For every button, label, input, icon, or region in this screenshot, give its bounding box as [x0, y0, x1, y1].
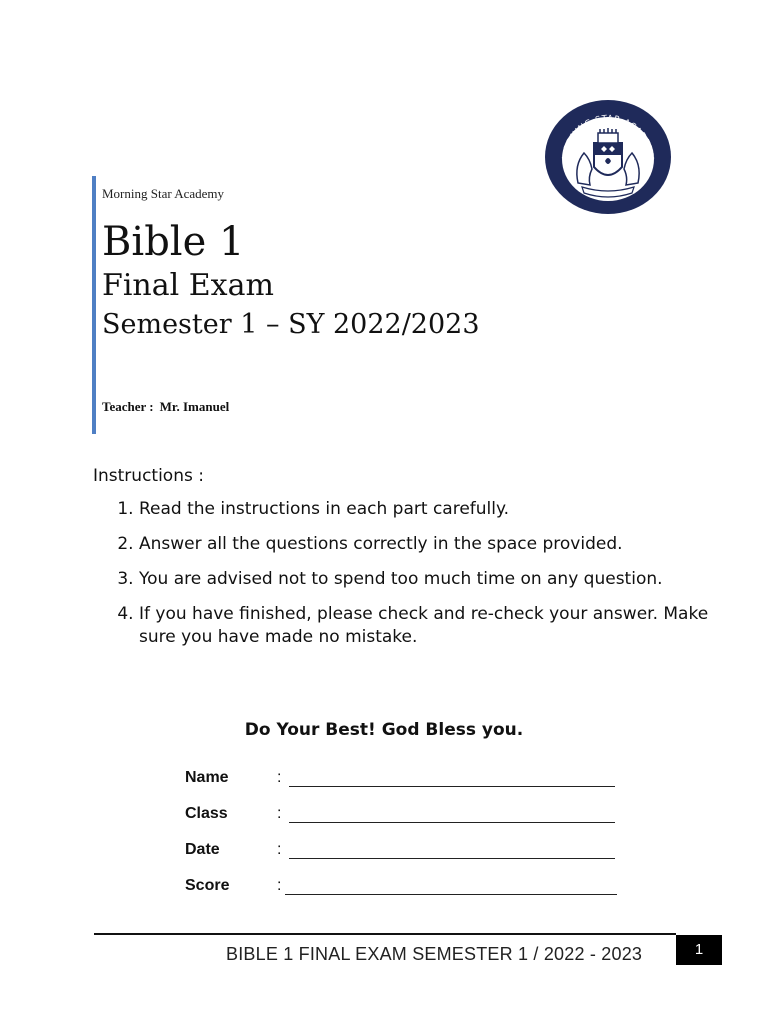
instructions-list [93, 498, 713, 649]
footer-title: BIBLE 1 FINAL EXAM SEMESTER 1 / 2022 - 2023 [226, 944, 643, 964]
seal-text: MORNING STAR ACADEMY [560, 113, 656, 161]
student-info-fields [185, 760, 617, 904]
instruction-text: If you have finished, please check and re-check your answer. Make sure you have made no mistake. [139, 604, 709, 647]
field-colon: : [277, 805, 282, 822]
class-blank-line[interactable] [289, 808, 615, 823]
field-colon: : [277, 841, 282, 858]
instructions-heading: Instructions : [93, 466, 204, 486]
teacher-line [102, 399, 229, 415]
field-row-score [185, 868, 617, 904]
instruction-text: Answer all the questions correctly in the space provided. [139, 534, 623, 554]
field-colon: : [277, 769, 282, 786]
page-number: 1 [676, 935, 722, 965]
document-subtitle: Final Exam [102, 268, 274, 303]
name-blank-line[interactable] [289, 772, 615, 787]
school-name: Morning Star Academy [102, 186, 225, 201]
field-colon: : [277, 877, 282, 894]
instruction-number: 4. [117, 604, 134, 624]
instruction-text: You are advised not to spend too much time on any question. [139, 569, 663, 589]
instruction-item [93, 603, 713, 649]
field-row-name [185, 760, 617, 796]
document-title: Bible 1 [102, 219, 245, 265]
field-row-class [185, 796, 617, 832]
instruction-number: 2. [117, 534, 134, 554]
field-label-class: Class [185, 805, 228, 822]
field-row-date [185, 832, 617, 868]
instruction-text: Read the instructions in each part carefully. [139, 499, 510, 519]
cover-accent-bar [92, 176, 96, 434]
teacher-name: Mr. Imanuel [159, 399, 230, 414]
field-label-name: Name [185, 769, 229, 786]
instruction-item [93, 568, 713, 591]
teacher-label: Teacher : [102, 399, 154, 414]
date-blank-line[interactable] [289, 844, 615, 859]
instruction-item [93, 498, 713, 521]
field-label-date: Date [185, 841, 220, 858]
instruction-number: 3. [117, 569, 134, 589]
document-semester: Semester 1 – SY 2022/2023 [102, 309, 480, 340]
instruction-item [93, 533, 713, 556]
score-blank-line[interactable] [285, 880, 617, 895]
footer-divider [94, 933, 676, 935]
motto: Do Your Best! God Bless you. [244, 720, 524, 740]
school-seal-logo [544, 99, 672, 215]
cover-title-block [102, 186, 480, 342]
instructions-section [93, 466, 713, 661]
instruction-number: 1. [117, 499, 134, 519]
field-label-score: Score [185, 877, 230, 894]
